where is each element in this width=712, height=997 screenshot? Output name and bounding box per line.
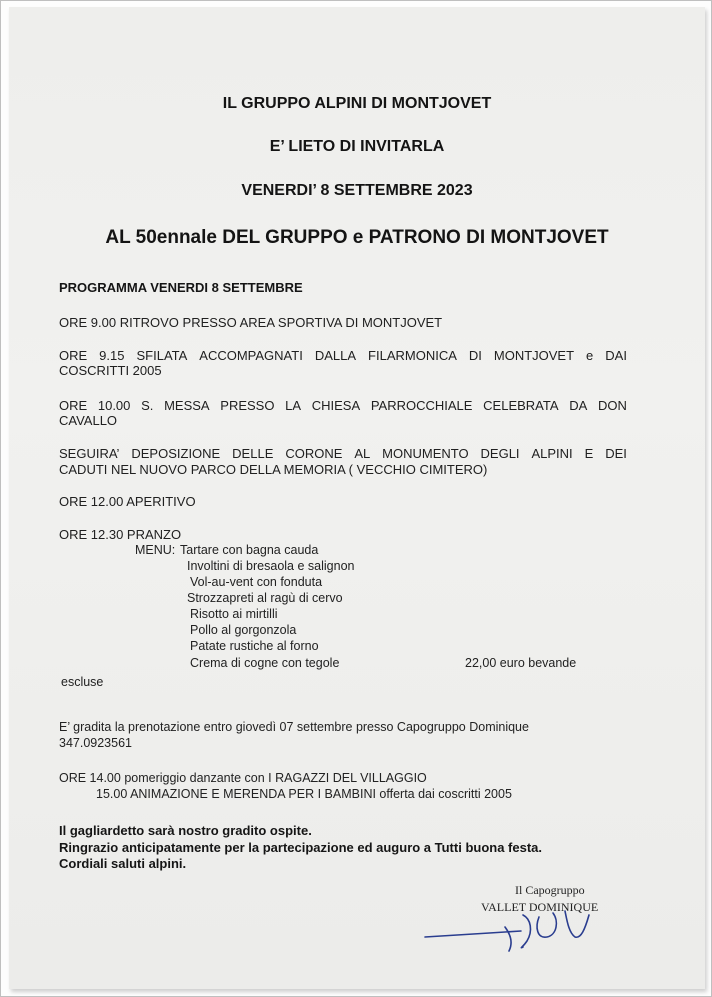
word: DI xyxy=(468,348,482,363)
word: PRESSO xyxy=(220,398,275,413)
menu-dish: Crema di cogne con tegole xyxy=(190,656,340,670)
word: SEGUIRA’ xyxy=(59,446,120,461)
programma-item-messa-line2: CAVALLO xyxy=(59,413,118,428)
programma-item-aperitivo: ORE 12.00 APERITIVO xyxy=(59,494,196,509)
programma-item-deposizione-line2: CADUTI NEL NUOVO PARCO DELLA MEMORIA ( VECCHIO CIMITERO) xyxy=(59,462,488,477)
word: ACCOMPAGNATI xyxy=(199,348,303,363)
prenotazione-text: E’ gradita la prenotazione entro giovedì 07 settembre presso Capogruppo Dominique xyxy=(59,720,529,734)
word: CHIESA xyxy=(311,398,361,413)
title-group-alpini: IL GRUPPO ALPINI DI MONTJOVET xyxy=(222,95,492,112)
menu-dish: Tartare con bagna cauda xyxy=(180,543,319,557)
programma-item-deposizione-line1 xyxy=(59,446,627,461)
word: AL xyxy=(354,446,371,461)
menu-dish: Involtini di bresaola e salignon xyxy=(187,559,355,573)
word: DON xyxy=(597,398,627,413)
signature-role: Il Capogruppo xyxy=(515,883,585,897)
programma-item-messa-line1 xyxy=(59,398,627,413)
paper-sheet xyxy=(9,7,705,989)
handwritten-signature xyxy=(419,891,619,961)
word: DELLE xyxy=(232,446,274,461)
word: ALPINI xyxy=(531,446,573,461)
prenotazione-phone: 347.0923561 xyxy=(59,736,132,750)
closing-gagliardetto: Il gagliardetto sarà nostro gradito ospite. xyxy=(59,823,312,838)
word: DEI xyxy=(605,446,627,461)
animazione-bambini: 15.00 ANIMAZIONE E MERENDA PER I BAMBINI offerta dai coscritti 2005 xyxy=(96,787,512,801)
word: LA xyxy=(285,398,302,413)
menu-dish: Vol-au-vent con fonduta xyxy=(190,575,323,589)
programma-item-ritrovo: ORE 9.00 RITROVO PRESSO AREA SPORTIVA DI MONTJOVET xyxy=(59,315,443,330)
word: CELEBRATA xyxy=(483,398,559,413)
closing-saluti: Cordiali saluti alpini. xyxy=(59,856,187,871)
word: DAI xyxy=(605,348,627,363)
signature-name: VALLET DOMINIQUE xyxy=(481,900,599,914)
word: CORONE xyxy=(285,446,343,461)
word: S. xyxy=(141,398,154,413)
word: 10.00 xyxy=(97,398,131,413)
word: DA xyxy=(569,398,588,413)
word: MONUMENTO xyxy=(382,446,469,461)
word: FILARMONICA xyxy=(368,348,457,363)
word: ORE xyxy=(59,398,88,413)
programma-item-pranzo: ORE 12.30 PRANZO xyxy=(59,527,182,542)
word: MESSA xyxy=(164,398,210,413)
menu-dish: Pollo al gorgonzola xyxy=(190,623,297,637)
menu-dish: Patate rustiche al forno xyxy=(190,639,319,653)
word: 9.15 xyxy=(99,348,125,363)
word: DALLA xyxy=(314,348,357,363)
word: DEPOSIZIONE xyxy=(131,446,221,461)
menu-dish: Risotto ai mirtilli xyxy=(190,607,278,621)
menu-label: MENU: xyxy=(135,543,176,557)
menu-price: 22,00 euro bevande xyxy=(465,656,577,670)
word: E xyxy=(584,446,594,461)
word: MONTJOVET xyxy=(493,348,575,363)
title-anniversary: AL 50ennale DEL GRUPPO e PATRONO DI MONTJOVET xyxy=(105,227,609,248)
programma-item-sfilata-line1 xyxy=(59,348,627,363)
programma-title: PROGRAMMA VENERDI 8 SETTEMBRE xyxy=(59,280,303,295)
word: SFILATA xyxy=(136,348,188,363)
menu-price-continued: escluse xyxy=(61,675,104,689)
word: e xyxy=(586,348,594,363)
title-date: VENERDI’ 8 SETTEMBRE 2023 xyxy=(241,182,473,199)
programma-item-sfilata-line2: COSCRITTI 2005 xyxy=(59,363,162,378)
closing-ringraziamento: Ringrazio anticipatamente per la partecipazione ed auguro a Tutti buona festa. xyxy=(59,840,543,855)
title-invitation: E’ LIETO DI INVITARLA xyxy=(269,138,445,155)
word: PARROCCHIALE xyxy=(370,398,473,413)
word: DEGLI xyxy=(480,446,520,461)
menu-dish: Strozzapreti al ragù di cervo xyxy=(187,591,343,605)
pomeriggio-danzante: ORE 14.00 pomeriggio danzante con I RAGAZZI DEL VILLAGGIO xyxy=(59,771,427,785)
word: ORE xyxy=(59,348,88,363)
